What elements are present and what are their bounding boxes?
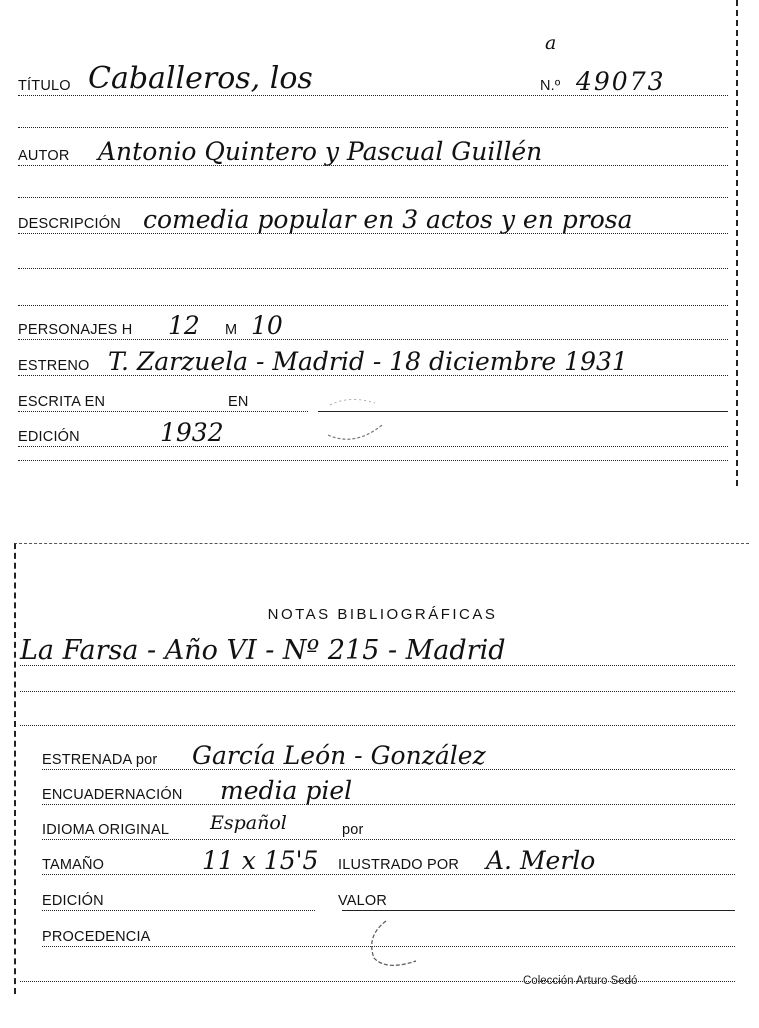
numero-value: 49073: [576, 67, 666, 96]
numero-label: N.º: [540, 78, 563, 94]
separator-line-5: [18, 460, 728, 461]
coleccion-footer: Colección Arturo Sedó: [523, 975, 638, 987]
idioma-value: Español: [210, 812, 287, 834]
personajes-h-value: 12: [168, 311, 200, 340]
edicion-value: 1932: [160, 418, 224, 447]
faint-stamp: [320, 395, 390, 445]
separator-line-1: [18, 127, 728, 128]
tamano-row: [42, 846, 735, 879]
faint-stamp-bottom: [356, 916, 426, 971]
descripcion-label: DESCRIPCIÓN: [18, 216, 124, 232]
tamano-dotted-line: [42, 874, 735, 875]
escrita-en-dotted-line: [18, 411, 308, 412]
edicion-bottom-label: EDICIÓN: [42, 893, 107, 909]
notas-heading: NOTAS BIBLIOGRÁFICAS: [267, 606, 498, 623]
descripcion-row: [18, 205, 728, 238]
escrita-en-label: ESCRITA EN: [18, 394, 108, 410]
separator-line-2: [18, 197, 728, 198]
ilustrado-por-value: A. Merlo: [486, 846, 596, 875]
idioma-label: IDIOMA ORIGINAL: [42, 822, 172, 838]
encuadernacion-dotted-line: [42, 804, 735, 805]
idioma-row: [42, 814, 735, 844]
bottom-separator-1: [20, 691, 735, 692]
edicion-dotted-line: [18, 446, 728, 447]
bottom-separator-2: [20, 725, 735, 726]
personajes-m-label: M: [225, 322, 240, 338]
encuadernacion-row: [42, 776, 735, 809]
idioma-por-label: por: [342, 822, 367, 838]
encuadernacion-label: ENCUADERNACIÓN: [42, 787, 186, 803]
notes-row: [20, 635, 735, 670]
tamano-label: TAMAÑO: [42, 857, 107, 873]
estreno-value: T. Zarzuela - Madrid - 18 diciembre 1931: [108, 347, 628, 376]
estrenada-por-row: [42, 741, 735, 774]
edicion-label: EDICIÓN: [18, 429, 83, 445]
valor-label: VALOR: [338, 893, 390, 909]
edicion-valor-row: [42, 885, 735, 915]
titulo-label: TÍTULO: [18, 78, 74, 94]
escrita-en-en-label: EN: [228, 394, 252, 410]
titulo-row: [18, 61, 728, 100]
notes-value: La Farsa - Año VI - Nº 215 - Madrid: [20, 635, 506, 666]
personajes-m-value: 10: [251, 311, 283, 340]
separator-line-3: [18, 268, 728, 269]
personajes-dotted-line: [18, 339, 728, 340]
catalog-card-top: [0, 0, 738, 486]
procedencia-label: PROCEDENCIA: [42, 929, 154, 945]
valor-solid-line: [342, 910, 735, 911]
estrenada-por-label: ESTRENADA por: [42, 752, 160, 768]
edicion-bottom-dotted-line: [42, 910, 315, 911]
autor-label: AUTOR: [18, 148, 73, 164]
idioma-dotted-line: [42, 839, 735, 840]
personajes-h-label: PERSONAJES H: [18, 322, 135, 338]
titulo-value: Caballeros, los: [88, 61, 313, 96]
encuadernacion-value: media piel: [220, 776, 353, 805]
ilustrado-por-label: ILUSTRADO POR: [338, 857, 462, 873]
estreno-label: ESTRENO: [18, 358, 93, 374]
autor-row: [18, 137, 728, 170]
estrenada-por-value: García León - González: [192, 741, 486, 770]
descripcion-value: comedia popular en 3 actos y en prosa: [143, 205, 633, 234]
separator-line-4: [18, 305, 728, 306]
personajes-row: [18, 311, 728, 344]
autor-value: Antonio Quintero y Pascual Guillén: [98, 137, 543, 166]
tamano-value: 11 x 15'5: [202, 846, 319, 875]
numero-mark: a: [545, 32, 557, 54]
catalog-card-bottom: [14, 543, 749, 994]
estreno-row: [18, 347, 728, 380]
